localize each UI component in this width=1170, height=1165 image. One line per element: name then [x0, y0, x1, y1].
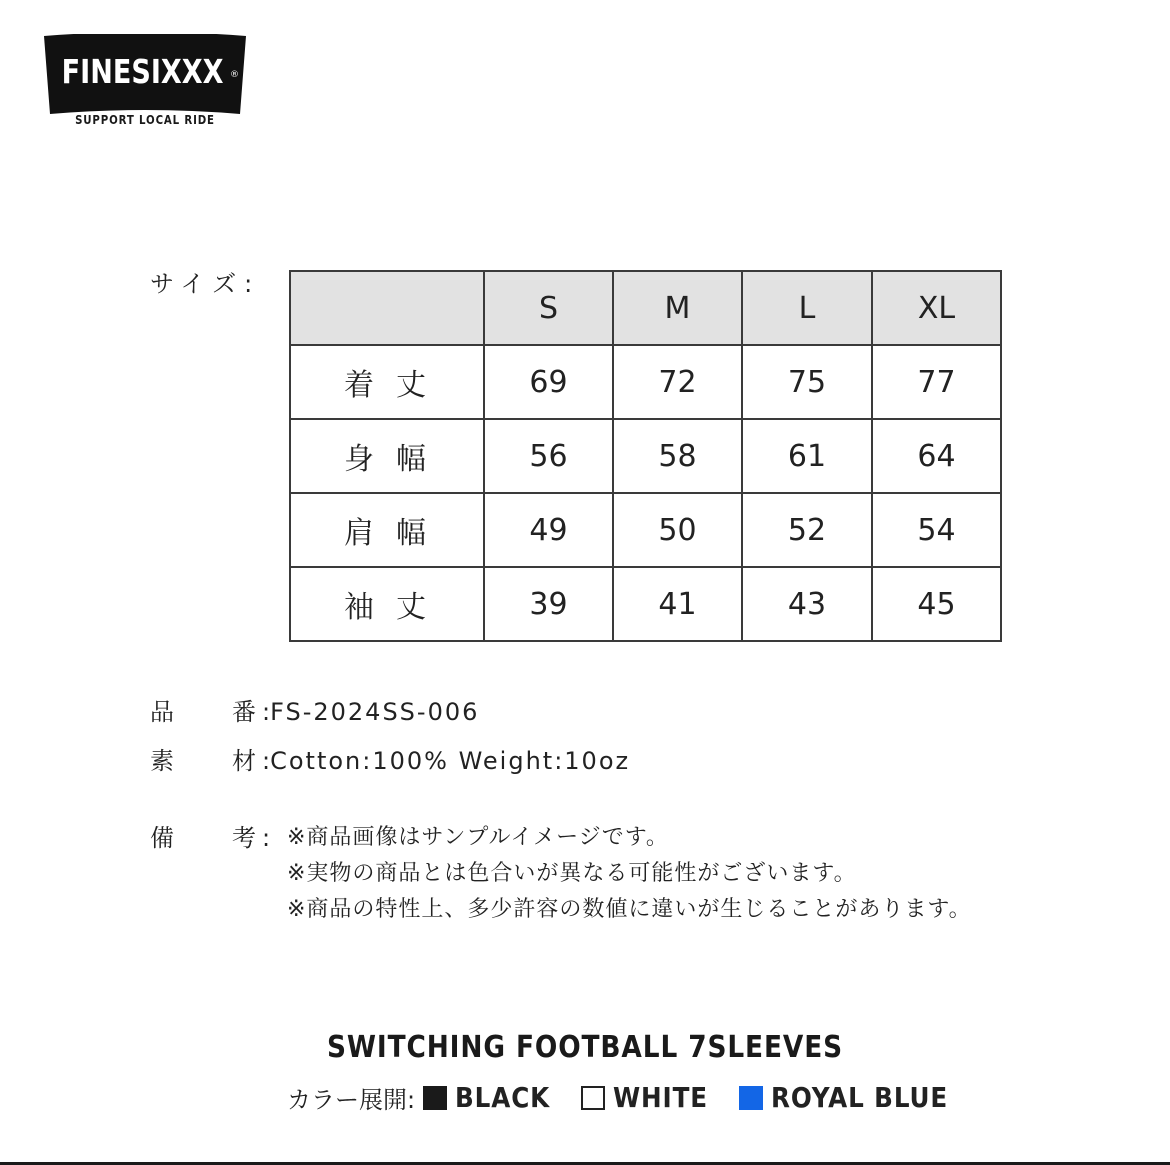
size-label: サイズ: [150, 270, 261, 298]
table-cell: 58 [613, 419, 742, 493]
table-cell: 61 [742, 419, 872, 493]
item-number-label-1: 品 [150, 698, 174, 726]
header-size-m: M [613, 271, 742, 345]
black-swatch [423, 1086, 447, 1110]
material-label-2: 材 [232, 747, 256, 775]
note-line-1: ※商品画像はサンプルイメージです。 [287, 825, 669, 850]
table-cell: 64 [872, 419, 1001, 493]
material-label-1: 素 [150, 747, 174, 775]
table-cell: 77 [872, 345, 1001, 419]
item-number-label-2: 番 [232, 698, 256, 726]
row-label-sleeve-length: 袖丈 [290, 567, 484, 641]
notes-label-1: 備 [150, 824, 174, 852]
header-size-s: S [484, 271, 613, 345]
color-options [287, 1080, 990, 1115]
table-cell: 72 [613, 345, 742, 419]
table-cell: 75 [742, 345, 872, 419]
table-cell: 49 [484, 493, 613, 567]
table-row [290, 567, 1001, 641]
item-number-line [150, 692, 479, 727]
row-label-length: 着丈 [290, 345, 484, 419]
row-label-body-width: 身幅 [290, 419, 484, 493]
table-cell: 56 [484, 419, 613, 493]
notes-label-2: 考 [232, 824, 256, 852]
table-row [290, 493, 1001, 567]
logo-wordmark: FINESIXXX [61, 52, 224, 91]
table-cell: 69 [484, 345, 613, 419]
label-colon: : [262, 747, 271, 775]
notes-label-line [150, 818, 270, 853]
note-line-2: ※実物の商品とは色合いが異なる可能性がございます。 [287, 861, 857, 886]
table-cell: 45 [872, 567, 1001, 641]
colors-label: カラー展開: [287, 1086, 416, 1114]
header-size-l: L [742, 271, 872, 345]
white-swatch [581, 1086, 605, 1110]
header-size-xl: XL [872, 271, 1001, 345]
color-name-white: WHITE [613, 1081, 709, 1114]
royal-blue-swatch [739, 1086, 763, 1110]
registered-mark: ® [230, 70, 239, 80]
table-cell: 52 [742, 493, 872, 567]
table-cell: 50 [613, 493, 742, 567]
size-header-row [290, 271, 1001, 345]
table-row [290, 419, 1001, 493]
header-empty-cell [290, 271, 484, 345]
table-cell: 39 [484, 567, 613, 641]
label-colon: : [262, 824, 271, 852]
product-title: SWITCHING FOOTBALL 7SLEEVES [326, 1030, 844, 1065]
brand-logo [44, 34, 246, 130]
material-line [150, 741, 630, 776]
color-name-black: BLACK [455, 1081, 551, 1114]
color-name-royal-blue: ROYAL BLUE [771, 1081, 949, 1114]
material-value: Cotton:100% Weight:10oz [270, 747, 631, 775]
item-number-value: FS-2024SS-006 [270, 698, 480, 726]
label-colon: : [262, 698, 271, 726]
note-line-3: ※商品の特性上、多少許容の数値に違いが生じることがあります。 [287, 897, 972, 922]
table-row [290, 345, 1001, 419]
table-cell: 41 [613, 567, 742, 641]
logo-tagline: SUPPORT LOCAL RIDE [75, 113, 215, 127]
row-label-shoulder-width: 肩幅 [290, 493, 484, 567]
table-cell: 54 [872, 493, 1001, 567]
table-cell: 43 [742, 567, 872, 641]
size-table [289, 270, 1002, 642]
